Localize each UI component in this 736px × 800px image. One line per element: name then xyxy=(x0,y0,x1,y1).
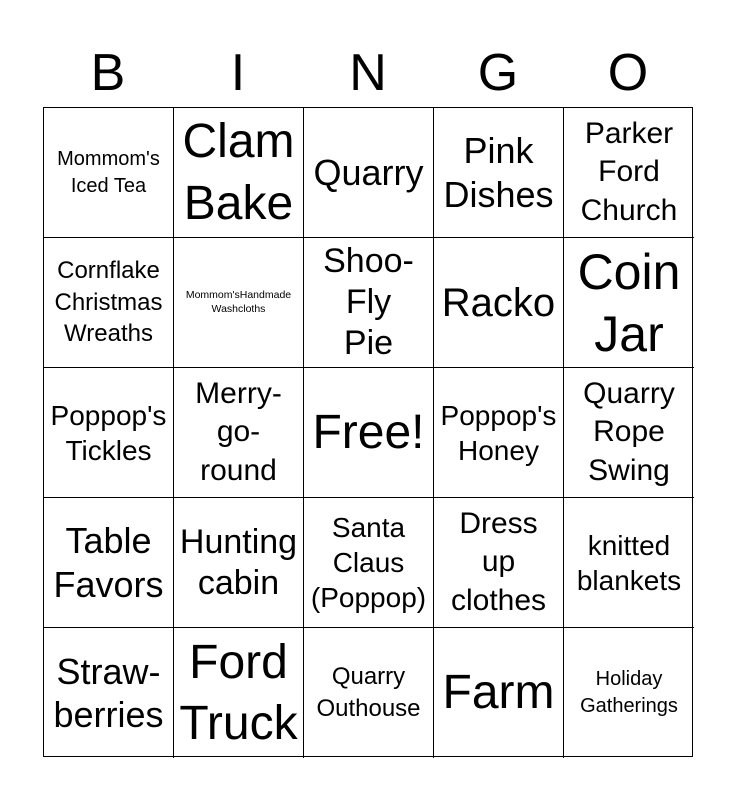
cell-label: Farm xyxy=(442,666,555,720)
cell-label: Coin Jar xyxy=(577,243,681,362)
cell-label: Free! xyxy=(312,405,425,459)
cell-label: Racko xyxy=(441,280,556,325)
cell-label: Santa Claus (Poppop) xyxy=(310,512,427,613)
free-space-cell[interactable] xyxy=(304,368,434,498)
cell-label: Poppop's Honey xyxy=(440,399,557,466)
cell-label: Cornflake Christmas Wreaths xyxy=(54,256,163,348)
bingo-cell[interactable] xyxy=(304,498,434,628)
cell-label: Quarry xyxy=(313,151,424,193)
cell-label: knitted blankets xyxy=(576,529,682,596)
bingo-cell[interactable] xyxy=(434,238,564,368)
header-letter-g: G xyxy=(477,44,519,102)
bingo-cell[interactable] xyxy=(44,108,174,238)
bingo-cell[interactable] xyxy=(434,628,564,758)
bingo-cell[interactable] xyxy=(434,368,564,498)
bingo-header xyxy=(43,42,693,104)
cell-label: Table Favors xyxy=(53,520,164,605)
bingo-cell[interactable] xyxy=(304,238,434,368)
cell-label: Straw- berries xyxy=(53,650,164,735)
cell-label: Dress up clothes xyxy=(450,506,547,617)
cell-label: Ford Truck xyxy=(179,635,298,750)
cell-label: Pink Dishes xyxy=(443,130,554,215)
cell-label: Mommom'sHandmade Washcloths xyxy=(185,288,292,315)
header-letter-n: N xyxy=(349,44,387,102)
cell-label: Clam Bake xyxy=(182,115,295,230)
bingo-cell[interactable] xyxy=(434,108,564,238)
bingo-cell[interactable] xyxy=(434,498,564,628)
bingo-cell[interactable] xyxy=(174,108,304,238)
cell-label: Shoo- Fly Pie xyxy=(323,242,414,362)
cell-label: Parker Ford Church xyxy=(580,116,678,227)
bingo-grid xyxy=(43,107,693,757)
bingo-cell[interactable] xyxy=(44,368,174,498)
bingo-cell[interactable] xyxy=(44,238,174,368)
header-letter-i: I xyxy=(230,44,246,102)
bingo-cell[interactable] xyxy=(564,368,694,498)
bingo-cell[interactable] xyxy=(304,108,434,238)
cell-label: Poppop's Tickles xyxy=(50,399,167,466)
cell-label: Hunting cabin xyxy=(179,522,298,602)
bingo-cell[interactable] xyxy=(174,238,304,368)
bingo-cell[interactable] xyxy=(304,628,434,758)
header-letter-o: O xyxy=(607,44,649,102)
cell-label: Mommom's Iced Tea xyxy=(57,147,160,197)
bingo-cell[interactable] xyxy=(564,108,694,238)
cell-label: Holiday Gatherings xyxy=(580,668,678,717)
cell-label: Quarry Rope Swing xyxy=(583,376,675,487)
bingo-cell[interactable] xyxy=(44,628,174,758)
bingo-cell[interactable] xyxy=(564,238,694,368)
header-letter-b: B xyxy=(90,44,126,102)
bingo-cell[interactable] xyxy=(564,628,694,758)
bingo-cell[interactable] xyxy=(44,498,174,628)
bingo-cell[interactable] xyxy=(174,368,304,498)
cell-label: Merry- go- round xyxy=(195,376,282,487)
cell-label: Quarry Outhouse xyxy=(316,663,421,722)
bingo-cell[interactable] xyxy=(564,498,694,628)
bingo-cell[interactable] xyxy=(174,628,304,758)
bingo-cell[interactable] xyxy=(174,498,304,628)
